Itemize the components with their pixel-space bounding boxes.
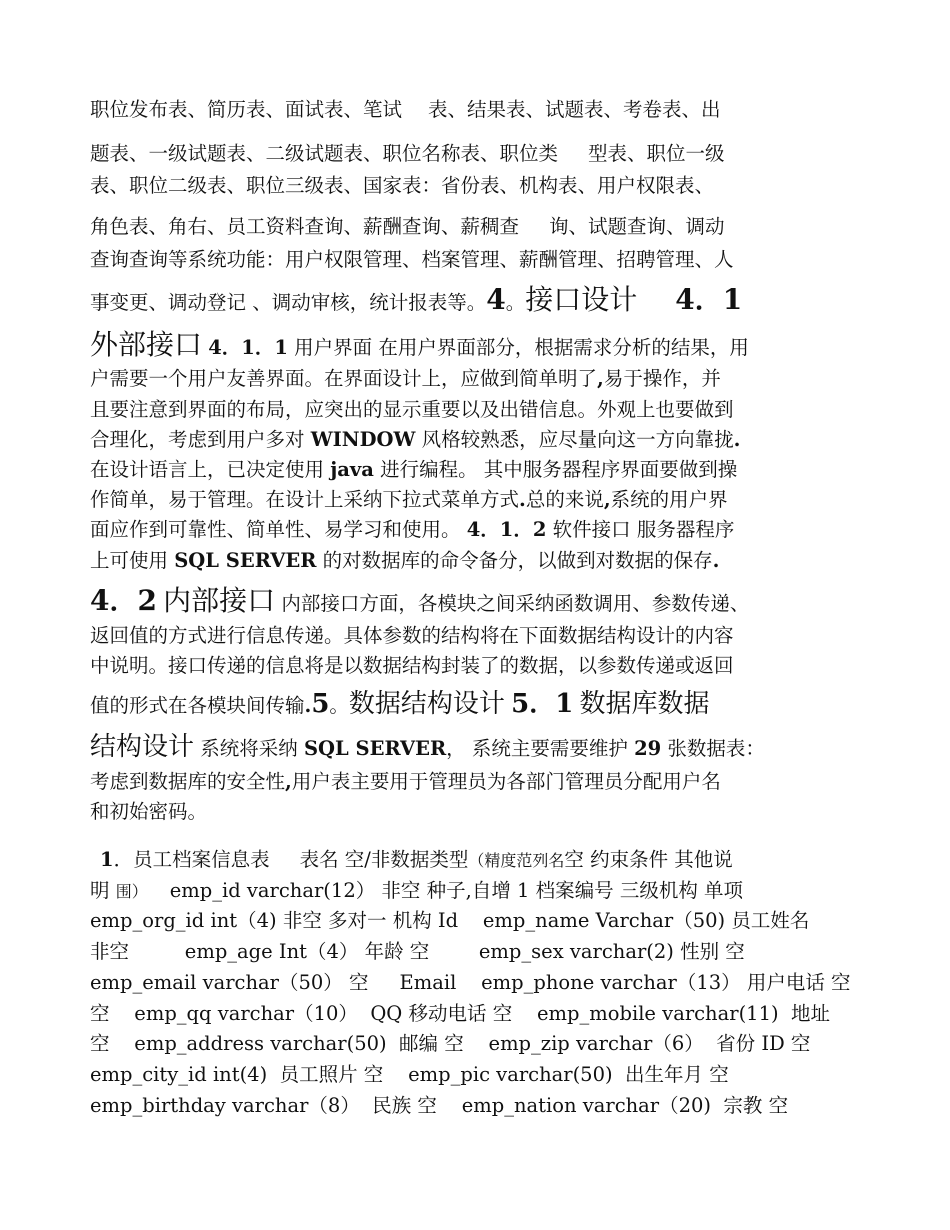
text-segment: 空 约束条件 其他说 xyxy=(564,848,733,871)
text-segment: 风格较熟悉，应尽量向这一方向靠拢 xyxy=(421,428,734,451)
text-segment: 合理化，考虑到用户多对 xyxy=(90,428,305,451)
text-line-8 xyxy=(90,365,870,393)
text-segment: 值的形式在各模块间传输 xyxy=(90,694,305,717)
text-line-15 xyxy=(90,583,870,622)
text-line-4 xyxy=(90,213,870,241)
heading-5-1-title-cont: 结构设计 xyxy=(90,732,195,762)
text-segment: emp_id varchar(12） 非空 种子,自增 1 档案编号 三级机构 单项 xyxy=(169,879,744,902)
table-line-4 xyxy=(90,938,870,966)
text-segment: 上可使用 xyxy=(90,549,169,572)
text-segment: 且要注意到界面的布局，应突出的显示重要以及出错信息。外观上也要做到 xyxy=(90,398,734,421)
text-segment: 非空 emp_age Int（4） 年龄 空 emp_sex varchar(2) 性别 空 xyxy=(90,940,745,963)
text-segment: , xyxy=(285,770,292,793)
text-segment: emp_org_id int（4) 非空 多对一 机构 Id emp_name Varchar（50) 员工姓名 xyxy=(90,909,810,932)
table-line-1 xyxy=(90,846,870,875)
heading-4-1-2-number: 4．1．2 xyxy=(466,518,547,541)
text-segment: 和初始密码。 xyxy=(90,800,208,823)
text-segment: WINDOW xyxy=(310,428,416,451)
heading-5-title: 数据结构设计 xyxy=(348,689,505,719)
text-segment: 中说明。接口传递的信息将是以数据结构封装了的数据，以参数传递或返回 xyxy=(90,654,734,677)
text-segment: 总的来说 xyxy=(525,488,604,511)
text-segment: 户需要一个用户友善界面。在界面设计上，应做到简单明了 xyxy=(90,367,598,390)
table-line-9 xyxy=(90,1092,870,1120)
text-segment: . xyxy=(712,549,720,572)
text-segment: java xyxy=(330,458,374,481)
text-segment: 围） xyxy=(115,882,148,901)
text-segment: 空 emp_address varchar(50) 邮编 空 emp_zip varchar（6） 省份 ID 空 xyxy=(90,1032,811,1055)
heading-4-1-1-number: 4．1．1 xyxy=(208,336,288,359)
text-segment: SQL SERVER xyxy=(174,549,317,572)
text-segment: 表、结果表、试题表、考卷表、出 xyxy=(428,98,721,121)
text-segment: 内部接口方面，各模块之间采纳函数调用、参数传递、 xyxy=(281,592,750,615)
text-line-18 xyxy=(90,686,870,724)
text-segment: . xyxy=(304,694,312,717)
text-segment: SQL SERVER xyxy=(303,737,447,760)
text-segment: 考虑到数据库的安全性 xyxy=(90,770,286,793)
text-segment: 查询查询等系统功能：用户权限管理、档案管理、薪酬管理、招聘管理、人 xyxy=(90,248,734,271)
heading-4-1-number: 4．1 xyxy=(675,283,743,316)
table-line-8 xyxy=(90,1061,870,1089)
text-segment: , xyxy=(597,367,604,390)
text-segment: 软件接口 服务器程序 xyxy=(552,518,735,541)
text-segment: 返回值的方式进行信息传递。具体参数的结构将在下面数据结构设计的内容 xyxy=(90,624,734,647)
text-line-16 xyxy=(90,622,870,650)
text-segment: 用户表主要用于管理员为各部门管理员分配用户名 xyxy=(291,770,721,793)
text-segment: emp_city_id int(4) 员工照片 空 emp_pic varchar(50) 出生年月 空 xyxy=(90,1063,729,1086)
text-line-9 xyxy=(90,396,870,424)
text-segment: 系统的用户界 xyxy=(610,488,728,511)
table-line-5 xyxy=(90,969,870,997)
text-segment: ．员工档案信息表 xyxy=(113,848,270,871)
heading-5-1-title: 数据库数据 xyxy=(579,689,710,719)
heading-5-number: 5 xyxy=(311,689,330,719)
text-segment: 表、职位二级表、职位三级表、国家表：省份表、机构表、用户权限表、 xyxy=(90,174,715,197)
heading-4-number: 4 xyxy=(486,283,506,316)
text-segment: 在设计语言上，已决定使用 xyxy=(90,458,325,481)
text-segment: 张数据表： xyxy=(667,737,765,760)
text-segment: 明 xyxy=(90,879,110,902)
text-segment: 型表、职位一级 xyxy=(588,142,725,165)
text-segment: 题表、一级试题表、二级试题表、职位名称表、职位类 xyxy=(90,142,559,165)
text-segment: . xyxy=(519,488,526,511)
text-segment: 的对数据库的命令备分，以做到对数据的保存 xyxy=(322,549,713,572)
text-segment: 询、试题查询、调动 xyxy=(549,215,725,238)
text-line-7 xyxy=(90,327,870,366)
text-segment: 29 xyxy=(634,737,662,760)
text-segment: 面应作到可靠性、简单性、易学习和使用。 xyxy=(90,518,461,541)
text-line-10 xyxy=(90,426,870,454)
text-segment: emp_email varchar（50） 空 Email emp_phone varchar（13） 用户电话 空 xyxy=(90,971,851,994)
text-segment: 角色表、角右、员工资料查询、薪酬查询、薪稠查 xyxy=(90,215,520,238)
text-line-14 xyxy=(90,547,870,575)
text-line-11 xyxy=(90,456,870,484)
text-segment: 易于操作，并 xyxy=(603,367,721,390)
heading-4-2-number: 4．2 xyxy=(90,584,157,617)
text-line-21 xyxy=(90,798,870,826)
heading-4-1-title: 外部接口 xyxy=(90,328,203,361)
text-segment: . xyxy=(733,428,741,451)
text-segment: 事变更、调动登记 、调动审核，统计报表等。 xyxy=(90,291,487,314)
text-line-13 xyxy=(90,516,870,544)
text-line-19 xyxy=(90,729,870,767)
text-segment: 1 xyxy=(100,848,114,871)
text-line-20 xyxy=(90,768,870,796)
text-line-2 xyxy=(90,140,870,168)
text-segment: 表名 空/非数据类型 xyxy=(299,848,469,871)
heading-5-1-number: 5．1 xyxy=(511,689,574,719)
table-line-6 xyxy=(90,1000,870,1028)
text-line-6 xyxy=(90,282,870,321)
text-segment: 作简单，易于管理。在设计上采纳下拉式菜单方式 xyxy=(90,488,520,511)
text-segment: 空 emp_qq varchar（10） QQ 移动电话 空 emp_mobile varchar(11) 地址 xyxy=(90,1002,830,1025)
text-segment: 。 xyxy=(505,291,526,314)
text-line-17 xyxy=(90,652,870,680)
text-segment: 系统将采纳 xyxy=(200,737,298,760)
text-segment: 用户界面 在用户界面部分，根据需求分析的结果，用 xyxy=(294,336,749,359)
text-line-1 xyxy=(90,96,870,124)
text-segment: 。 xyxy=(329,694,349,717)
text-segment: , xyxy=(603,488,611,511)
text-segment: （精度范列名 xyxy=(468,851,565,870)
table-line-3 xyxy=(90,907,870,935)
text-line-5 xyxy=(90,246,870,274)
text-segment: emp_birthday varchar（8） 民族 空 emp_nation varchar（20) 宗教 空 xyxy=(90,1094,789,1117)
text-line-3 xyxy=(90,172,870,200)
text-line-12 xyxy=(90,486,870,514)
heading-4-title: 接口设计 xyxy=(525,283,638,316)
table-line-2 xyxy=(90,877,870,906)
table-line-7 xyxy=(90,1030,870,1058)
text-segment: ， 系统主要需要维护 xyxy=(446,737,628,760)
text-segment: 职位发布表、简历表、面试表、笔试 xyxy=(90,98,403,121)
heading-4-2-title: 内部接口 xyxy=(163,584,276,617)
text-segment: 进行编程。 其中服务器程序界面要做到操 xyxy=(380,458,738,481)
